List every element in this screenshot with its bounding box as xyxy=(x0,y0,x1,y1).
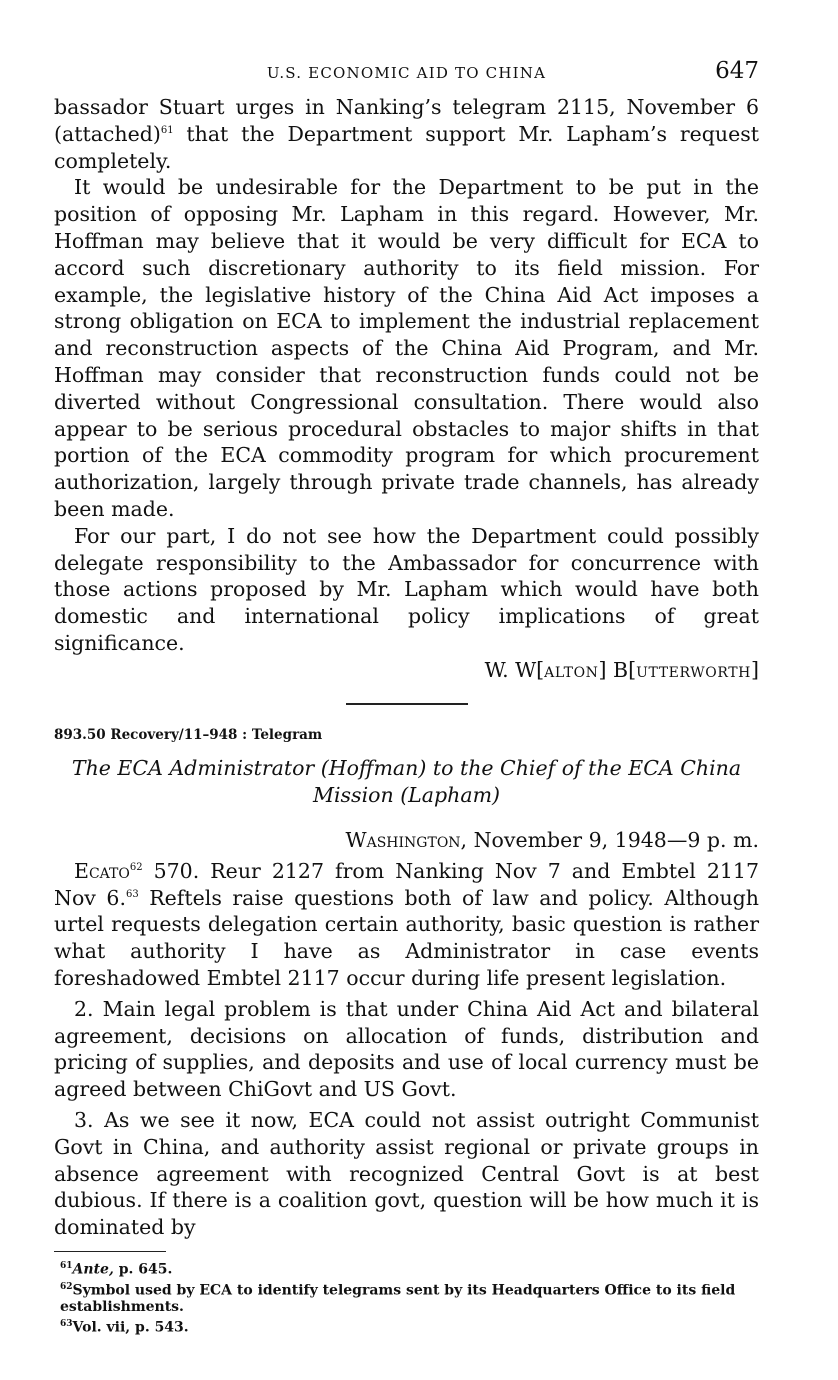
memo-paragraph-1 xyxy=(54,94,759,174)
signature-part-2: ALTON xyxy=(544,664,599,681)
dateline-rest: , November 9, 1948—9 p. m. xyxy=(460,827,759,852)
telegram-paragraph-1 xyxy=(54,858,759,992)
signature xyxy=(54,657,759,687)
section-divider xyxy=(346,703,468,705)
footnote-61-number: 61 xyxy=(60,1260,73,1271)
filing-reference: 893.50 Recovery/11–948 : Telegram xyxy=(54,726,323,743)
footnote-61-italic: Ante, xyxy=(72,1261,114,1278)
memo-paragraph-3: For our part, I do not see how the Department could possibly delegate responsibility to the Ambassador for concurrence with those actions proposed by Mr. Lapham which would have both domestic and international policy implications of great significance. xyxy=(54,523,759,655)
footnote-divider xyxy=(54,1251,166,1252)
memo-p1-text-b: that the Department support Mr. Lapham’s request completely. xyxy=(54,121,759,173)
ecato-label: Ecato xyxy=(74,858,130,883)
footnote-63 xyxy=(54,1316,759,1337)
signature-part-4: UTTERWORTH xyxy=(636,664,751,681)
document-title xyxy=(54,755,759,809)
dateline xyxy=(54,827,759,854)
memo-paragraph-2: It would be undesirable for the Department to be put in the position of opposing Mr. Lapham in this regard. However, Mr. Hoffman may believe that it would be very difficult for ECA to accord such discretionary authority to its field mission. For example, the legislative history of the China Aid Act imposes a strong obligation on ECA to implement the industrial replacement and reconstruction aspects of the China Aid Program, and Mr. Hoffman may consider that reconstruction funds could not be diverted without Congressional consultation. There would also appear to be serious procedural obstacles to major shifts in that portion of the ECA commodity program for which procurement authorization, largely through private trade channels, has already been made. xyxy=(54,175,759,521)
footnote-62-number: 62 xyxy=(60,1281,73,1292)
footnote-ref-63[interactable]: 63 xyxy=(125,888,139,900)
telegram-p1-text-b: Reftels raise questions both of law and policy. Although urtel requests delegation certain authority, basic question is rather what authority I have as Administrator in case events foreshadowed Embtel 2117 occur during life present legislation. xyxy=(54,885,760,990)
dateline-place: Washington xyxy=(345,827,461,852)
running-head xyxy=(54,58,759,94)
footnote-ref-62[interactable]: 62 xyxy=(129,861,143,873)
footnote-61-text: p. 645. xyxy=(113,1261,173,1278)
footnotes xyxy=(54,1258,759,1337)
memo-p1-text-a: bassador Stuart urges in Nanking’s telegram 2115, November 6 (attached) xyxy=(54,95,759,146)
page xyxy=(54,58,759,1337)
footnote-63-text: Vol. vii, p. 543. xyxy=(72,1319,189,1336)
document-title-line-1: The ECA Administrator (Hoffman) to the Chief of the ECA China xyxy=(71,755,742,780)
footnote-62 xyxy=(54,1279,759,1317)
signature-part-3: ] B[ xyxy=(598,657,637,682)
footnote-61 xyxy=(54,1258,759,1279)
running-title: U.S. ECONOMIC AID TO CHINA xyxy=(266,64,547,82)
telegram-p1-text-a: 570. Reur 2127 from Nanking Nov 7 and Embtel 2117 Nov 6. xyxy=(54,858,759,910)
document-title-line-2: Mission (Lapham) xyxy=(312,782,501,807)
signature-part-5: ] xyxy=(751,657,759,682)
page-number: 647 xyxy=(715,58,759,84)
telegram-paragraph-2: 2. Main legal problem is that under China Aid Act and bilateral agreement, decisions on allocation of funds, distribution and pricing of supplies, and deposits and use of local currency must be agreed between ChiGovt and US Govt. xyxy=(54,996,759,1102)
signature-part-1: W. W[ xyxy=(484,657,545,682)
footnote-63-number: 63 xyxy=(60,1319,73,1330)
footnote-62-text: Symbol used by ECA to identify telegrams sent by its Headquarters Office to its field establishments. xyxy=(60,1282,736,1316)
telegram-paragraph-3: 3. As we see it now, ECA could not assist outright Communist Govt in China, and authority assist regional or private groups in absence agreement with recognized Central Govt is at best dubious. If there is a coalition govt, question will be how much it is dominated by xyxy=(54,1107,759,1240)
footnote-ref-61[interactable]: 61 xyxy=(160,124,174,136)
